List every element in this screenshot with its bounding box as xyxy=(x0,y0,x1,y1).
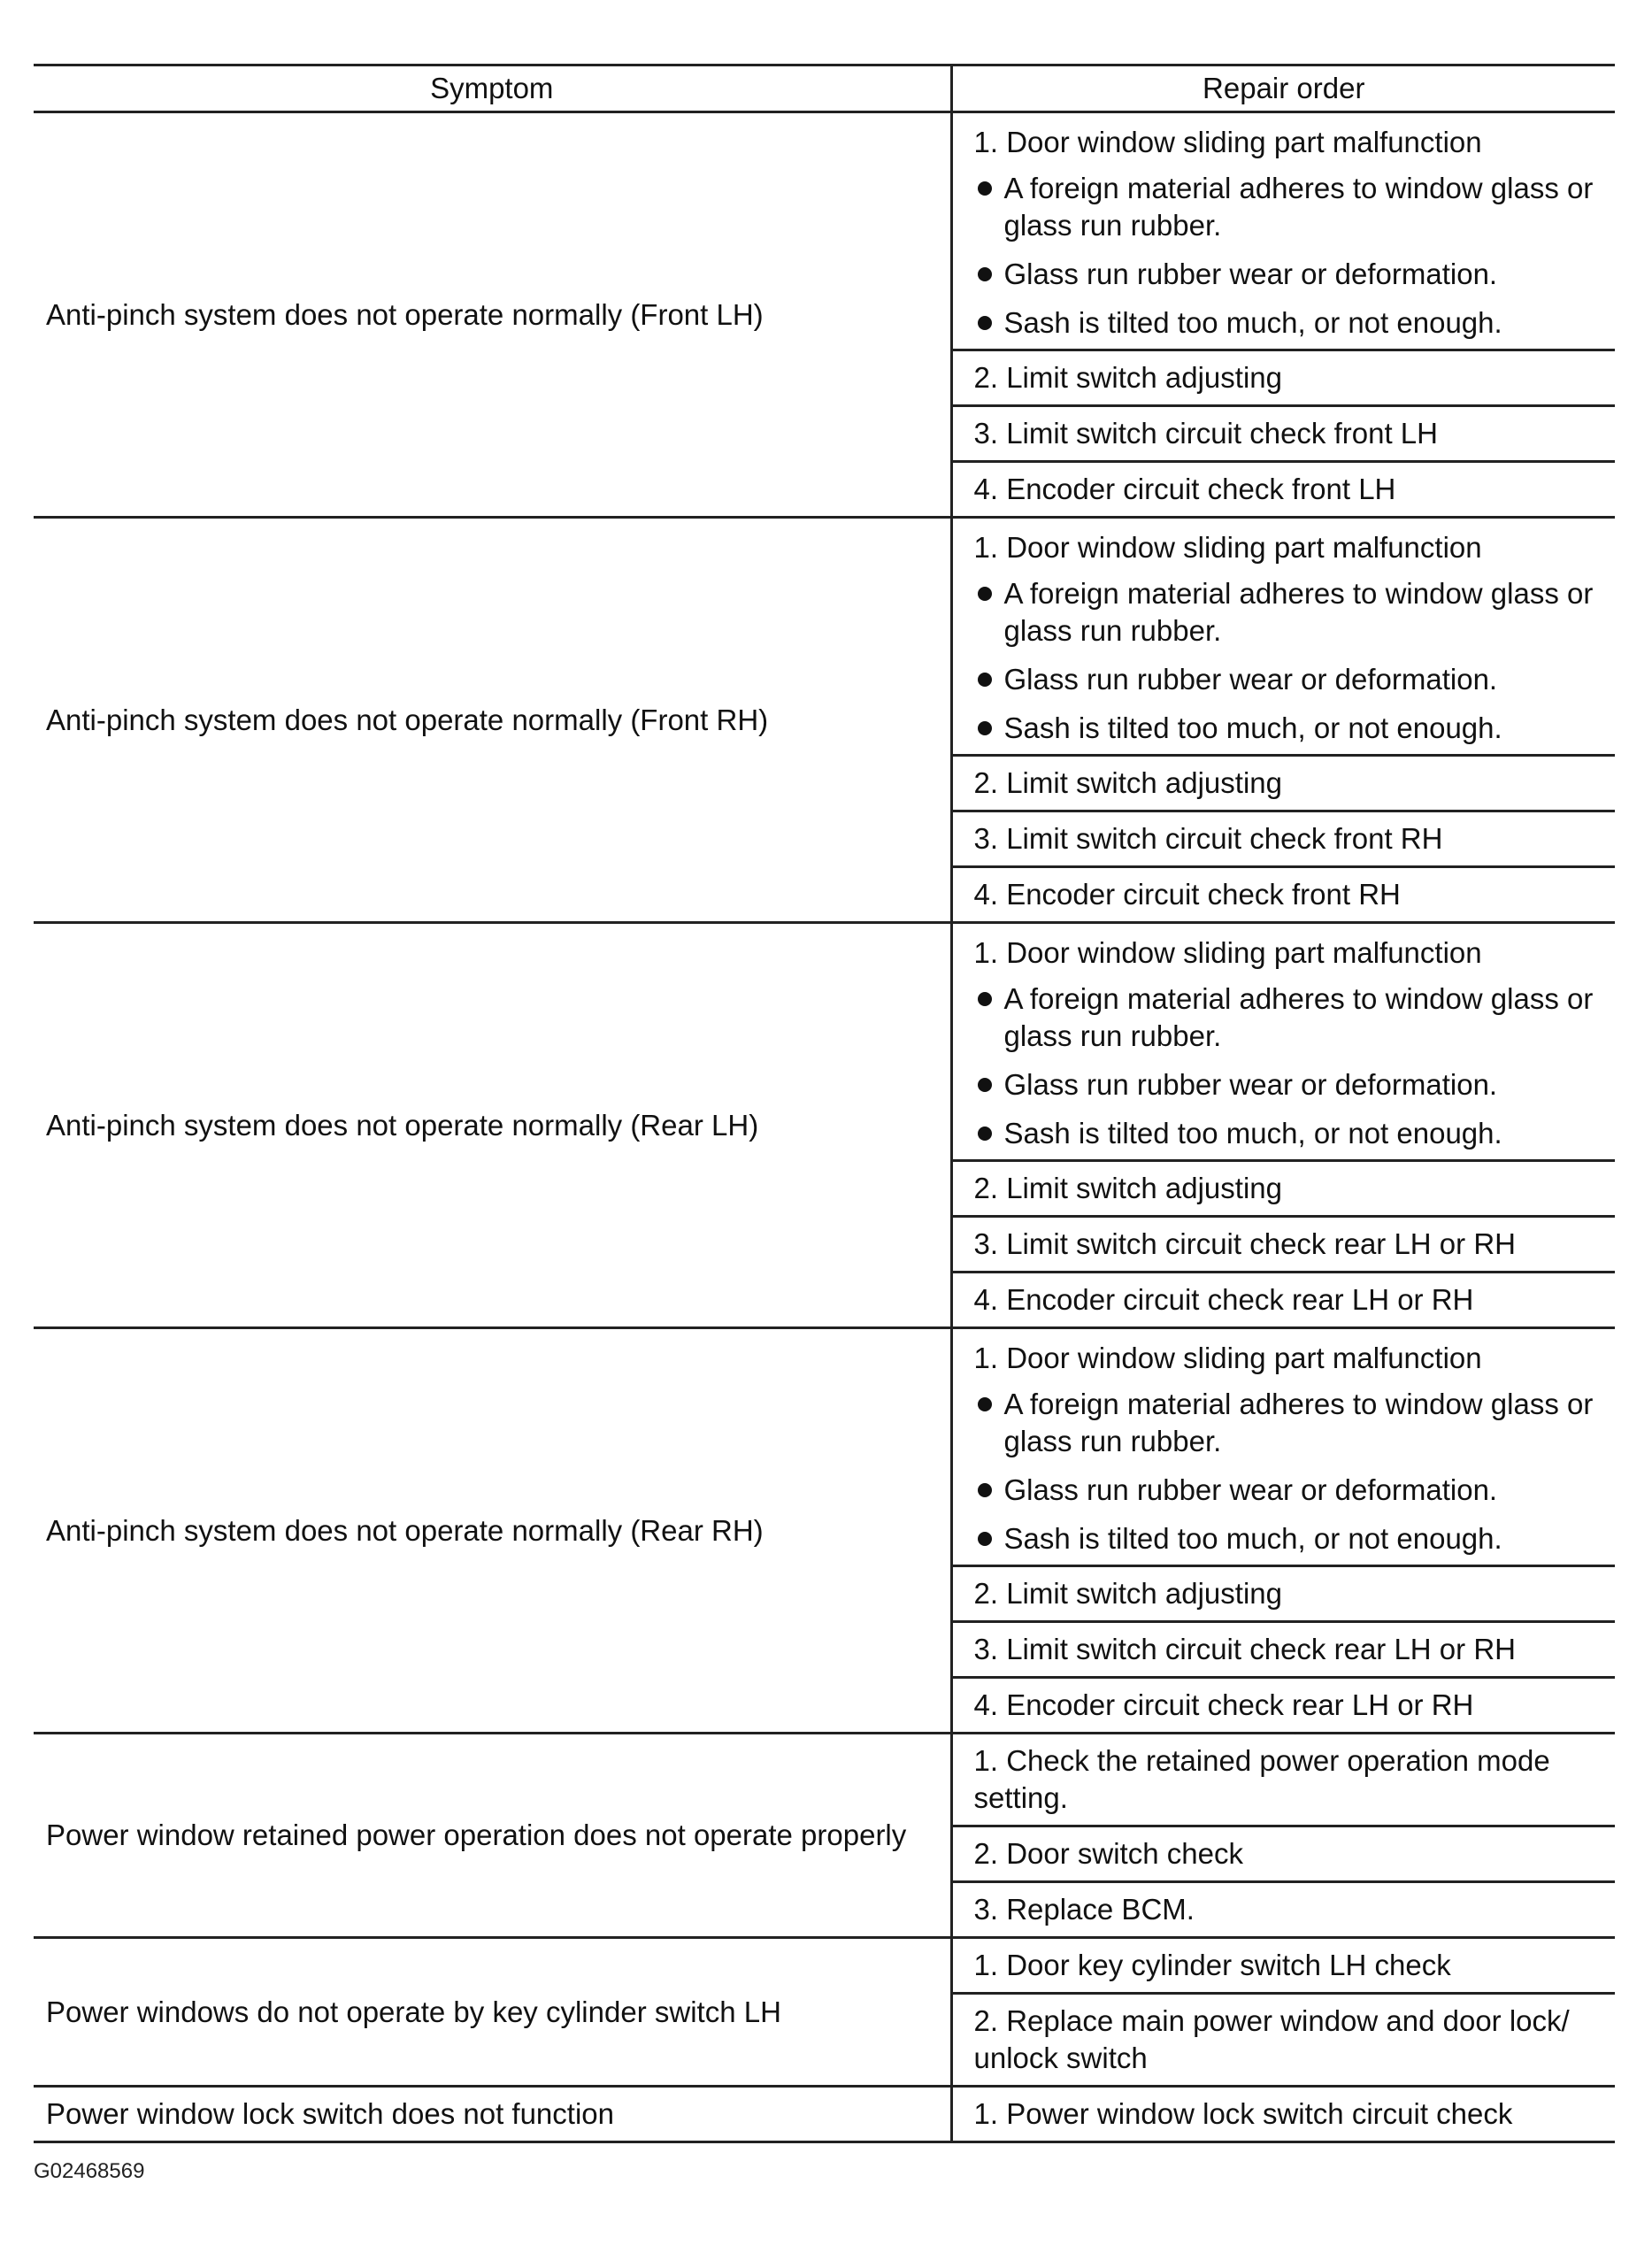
cause-bullet-text: A foreign material adheres to window glass or glass run rubber. xyxy=(1003,982,1594,1052)
cause-bullet-item xyxy=(974,980,1607,1055)
cause-bullet-list xyxy=(974,980,1607,1152)
bullet-dot-icon xyxy=(978,673,992,687)
repair-step-cell xyxy=(951,923,1615,1161)
repair-step-cell xyxy=(951,1217,1615,1273)
symptom-column-header: Symptom xyxy=(34,65,951,112)
bullet-dot-icon xyxy=(978,721,992,735)
cause-bullet-item xyxy=(974,256,1607,293)
repair-step-text: 4. Encoder circuit check rear LH or RH xyxy=(973,1283,1474,1316)
repair-step-cell xyxy=(951,1161,1615,1217)
repair-step-text: 2. Door switch check xyxy=(973,1837,1243,1870)
cause-bullet-item xyxy=(974,1066,1607,1103)
repair-step-text: 2. Limit switch adjusting xyxy=(973,1577,1282,1610)
table-row xyxy=(34,923,1615,1161)
bullet-dot-icon xyxy=(978,1078,992,1092)
cause-bullet-item xyxy=(974,575,1607,650)
repair-step-text: 1. Door window sliding part malfunction xyxy=(973,126,1482,158)
repair-step-text: 4. Encoder circuit check front LH xyxy=(973,473,1396,505)
cause-bullet-text: A foreign material adheres to window glass or glass run rubber. xyxy=(1003,577,1594,647)
cause-bullet-list xyxy=(974,170,1607,342)
cause-bullet-text: A foreign material adheres to window glass or glass run rubber. xyxy=(1003,1388,1594,1457)
cause-bullet-text: Glass run rubber wear or deformation. xyxy=(1003,663,1498,696)
repair-step-cell xyxy=(951,406,1615,462)
cause-bullet-text: Sash is tilted too much, or not enough. xyxy=(1003,1522,1502,1555)
repair-step-text: 3. Replace BCM. xyxy=(973,1893,1195,1926)
repair-step-cell xyxy=(951,1826,1615,1882)
cause-bullet-item xyxy=(974,1386,1607,1460)
bullet-dot-icon xyxy=(978,992,992,1006)
symptom-repair-table xyxy=(34,64,1615,2143)
cause-bullet-text: A foreign material adheres to window glass or glass run rubber. xyxy=(1003,172,1594,242)
repair-step-text: 3. Limit switch circuit check rear LH or RH xyxy=(973,1633,1516,1665)
repair-step-text: 1. Power window lock switch circuit check xyxy=(973,2097,1513,2130)
repair-step-cell xyxy=(951,112,1615,350)
symptom-cell: Power windows do not operate by key cylinder switch LH xyxy=(34,1938,951,2087)
cause-bullet-text: Sash is tilted too much, or not enough. xyxy=(1003,306,1502,339)
repair-step-cell xyxy=(951,1734,1615,1826)
cause-bullet-item xyxy=(974,170,1607,244)
repair-step-text: 1. Check the retained power operation mode setting. xyxy=(973,1744,1550,1814)
table-row xyxy=(34,2087,1615,2142)
cause-bullet-item xyxy=(974,710,1607,747)
repair-step-text: 4. Encoder circuit check front RH xyxy=(973,878,1401,911)
repair-step-cell xyxy=(951,1882,1615,1938)
cause-bullet-text: Glass run rubber wear or deformation. xyxy=(1003,258,1498,290)
cause-bullet-item xyxy=(974,1115,1607,1152)
repair-step-cell xyxy=(951,1622,1615,1678)
cause-bullet-text: Glass run rubber wear or deformation. xyxy=(1003,1473,1498,1506)
bullet-dot-icon xyxy=(978,267,992,281)
repair-step-cell xyxy=(951,867,1615,923)
symptom-cell: Power window retained power operation does not operate properly xyxy=(34,1734,951,1938)
repair-step-cell xyxy=(951,518,1615,756)
cause-bullet-list xyxy=(974,1386,1607,1557)
repair-step-cell xyxy=(951,756,1615,811)
repair-step-text: 1. Door window sliding part malfunction xyxy=(973,531,1482,564)
cause-bullet-item xyxy=(974,304,1607,342)
cause-bullet-text: Glass run rubber wear or deformation. xyxy=(1003,1068,1498,1101)
symptom-cell: Anti-pinch system does not operate normally (Front LH) xyxy=(34,112,951,518)
symptom-cell: Power window lock switch does not function xyxy=(34,2087,951,2142)
bullet-dot-icon xyxy=(978,1126,992,1141)
bullet-dot-icon xyxy=(978,1397,992,1411)
figure-id: G02468569 xyxy=(34,2159,145,2183)
cause-bullet-text: Sash is tilted too much, or not enough. xyxy=(1003,1117,1502,1150)
bullet-dot-icon xyxy=(978,1483,992,1497)
repair-step-cell xyxy=(951,811,1615,867)
bullet-dot-icon xyxy=(978,587,992,601)
repair-step-text: 1. Door window sliding part malfunction xyxy=(973,1342,1482,1374)
repair-step-cell xyxy=(951,462,1615,518)
repair-step-cell xyxy=(951,350,1615,406)
symptom-cell: Anti-pinch system does not operate normally (Rear RH) xyxy=(34,1328,951,1734)
cause-bullet-text: Sash is tilted too much, or not enough. xyxy=(1003,711,1502,744)
bullet-dot-icon xyxy=(978,316,992,330)
table-row xyxy=(34,1328,1615,1566)
table-row xyxy=(34,1734,1615,1826)
repair-step-text: 3. Limit switch circuit check front RH xyxy=(973,822,1443,855)
table-row xyxy=(34,518,1615,756)
repair-step-cell xyxy=(951,1566,1615,1622)
repair-order-table-container xyxy=(34,64,1615,2143)
symptom-cell: Anti-pinch system does not operate normally (Front RH) xyxy=(34,518,951,923)
bullet-dot-icon xyxy=(978,181,992,196)
repair-step-cell xyxy=(951,1678,1615,1734)
cause-bullet-list xyxy=(974,575,1607,747)
repair-step-text: 2. Limit switch adjusting xyxy=(973,766,1282,799)
repair-step-cell xyxy=(951,1328,1615,1566)
symptom-cell: Anti-pinch system does not operate normally (Rear LH) xyxy=(34,923,951,1328)
repair-step-text: 3. Limit switch circuit check front LH xyxy=(973,417,1438,450)
repair-step-cell xyxy=(951,1994,1615,2087)
cause-bullet-item xyxy=(974,1520,1607,1557)
bullet-dot-icon xyxy=(978,1532,992,1546)
table-row xyxy=(34,1938,1615,1994)
cause-bullet-item xyxy=(974,661,1607,698)
repair-step-text: 2. Limit switch adjusting xyxy=(973,361,1282,394)
repair-step-cell xyxy=(951,2087,1615,2142)
repair-step-text: 1. Door key cylinder switch LH check xyxy=(973,1949,1451,1981)
repair-order-column-header: Repair order xyxy=(951,65,1615,112)
repair-step-text: 4. Encoder circuit check rear LH or RH xyxy=(973,1688,1474,1721)
repair-step-text: 3. Limit switch circuit check rear LH or RH xyxy=(973,1227,1516,1260)
repair-step-text: 1. Door window sliding part malfunction xyxy=(973,936,1482,969)
repair-step-cell xyxy=(951,1273,1615,1328)
table-row xyxy=(34,112,1615,350)
repair-step-text: 2. Limit switch adjusting xyxy=(973,1172,1282,1204)
table-header-row xyxy=(34,65,1615,112)
cause-bullet-item xyxy=(974,1472,1607,1509)
repair-step-cell xyxy=(951,1938,1615,1994)
table-body xyxy=(34,112,1615,2142)
repair-step-text: 2. Replace main power window and door lock/ unlock switch xyxy=(973,2004,1570,2074)
